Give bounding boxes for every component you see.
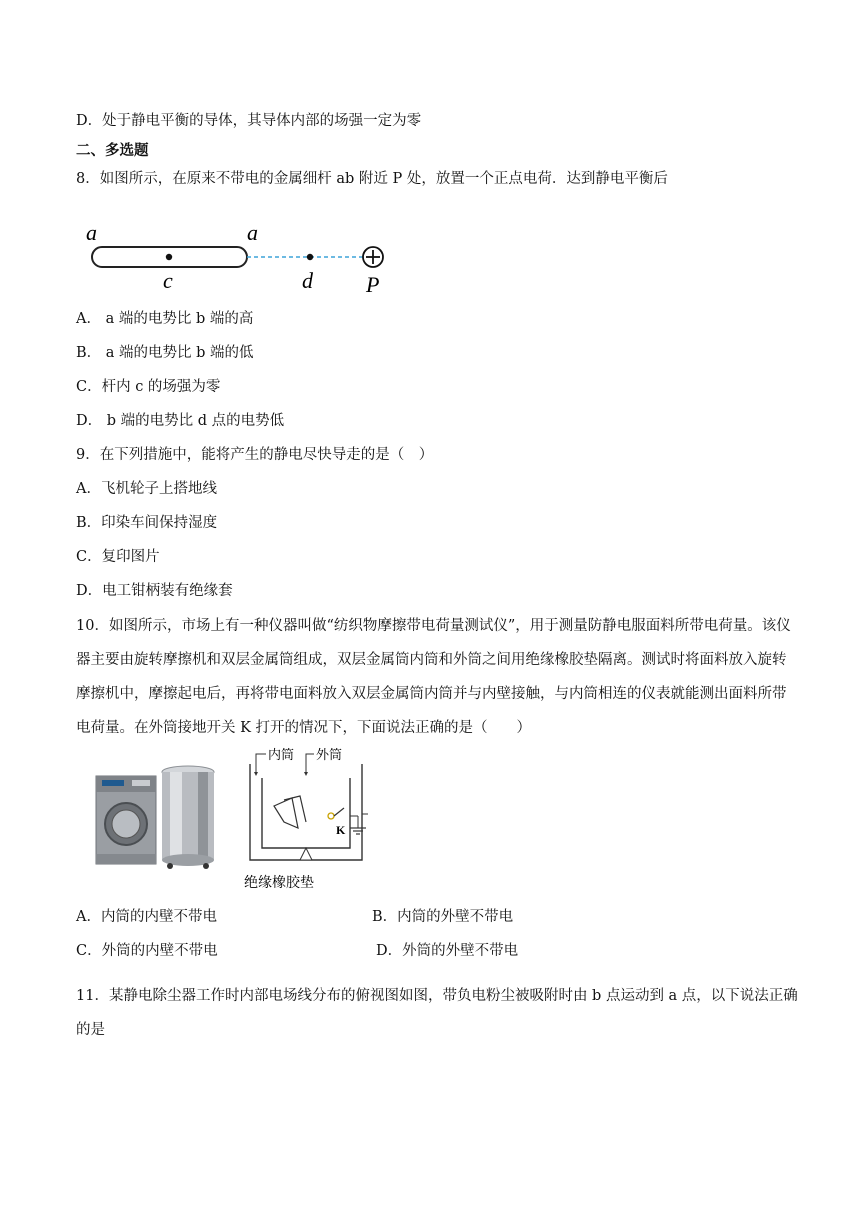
label-pad: 绝缘橡胶垫 [244, 876, 314, 891]
q8-option-a: A． a 端的电势比 b 端的高 [76, 311, 254, 327]
label-left-a: a [86, 220, 97, 245]
q9-option-d: D．电工钳柄装有绝缘套 [76, 583, 233, 599]
q9-option-b: B．印染车间保持湿度 [76, 515, 218, 531]
q8-option-c: C．杆内 c 的场强为零 [76, 379, 221, 395]
q8-option-b: B． a 端的电势比 b 端的低 [76, 345, 254, 361]
q8-stem: 8．如图所示，在原来不带电的金属细杆 ab 附近 P 处，放置一个正点电荷．达到静电平衡后 [76, 171, 668, 187]
q11-stem: 11．某静电除尘器工作时内部电场线分布的俯视图如图，带负电粉尘被吸附时由 b 点运动到 a 点，以下说法正确的是 [76, 988, 798, 1038]
label-right-a: a [247, 220, 258, 245]
label-k: K [336, 823, 346, 837]
label-d: d [302, 268, 313, 293]
rubber-pad [300, 848, 312, 860]
q10-option-d: D．外筒的外壁不带电 [376, 943, 519, 959]
point-d-dot [307, 254, 313, 260]
q10-option-c: C．外筒的内壁不带电 [76, 943, 218, 959]
section-heading: 二、多选题 [76, 142, 149, 159]
point-c-dot [166, 254, 172, 260]
switch-k-icon [328, 813, 334, 819]
q9-option-c: C．复印图片 [76, 549, 160, 565]
label-inner: 内筒 [268, 747, 295, 762]
q10-option-b: B．内筒的外壁不带电 [372, 909, 514, 925]
q9-option-a: A．飞机轮子上搭地线 [76, 481, 217, 497]
q8-option-d: D． b 端的电势比 d 点的电势低 [76, 413, 285, 429]
outer-cylinder [250, 764, 362, 860]
label-outer: 外筒 [316, 747, 343, 762]
q10-device-photo [92, 758, 222, 870]
label-p: P [366, 272, 380, 297]
q10-option-a: A．内筒的内壁不带电 [76, 909, 217, 925]
q7-option-d: D．处于静电平衡的导体，其导体内部的场强一定为零 [76, 113, 422, 129]
label-c: c [163, 268, 173, 293]
q10-cross-section-diagram [240, 742, 370, 894]
q9-stem: 9．在下列措施中，能将产生的静电尽快导走的是（ ） [76, 447, 434, 463]
q8-rod-figure [80, 218, 400, 298]
q10-stem: 10．如图所示，市场上有一种仪器叫做“纺织物摩擦带电荷量测试仪”，用于测量防静电服面料所带电荷量。该仪器主要由旋转摩擦机和双层金属筒组成，双层金属筒内筒和外筒之间用绝缘橡胶垫隔离。测试时将面料放入旋转摩擦机中，摩擦起电后，再将带电面料放入双层金属筒内筒并与内壁接触，与内筒相连的仪表就能测出面料所带电荷量。在外筒接地开关 K 打开的情况下，下面说法正确的是（ ） [76, 618, 791, 736]
